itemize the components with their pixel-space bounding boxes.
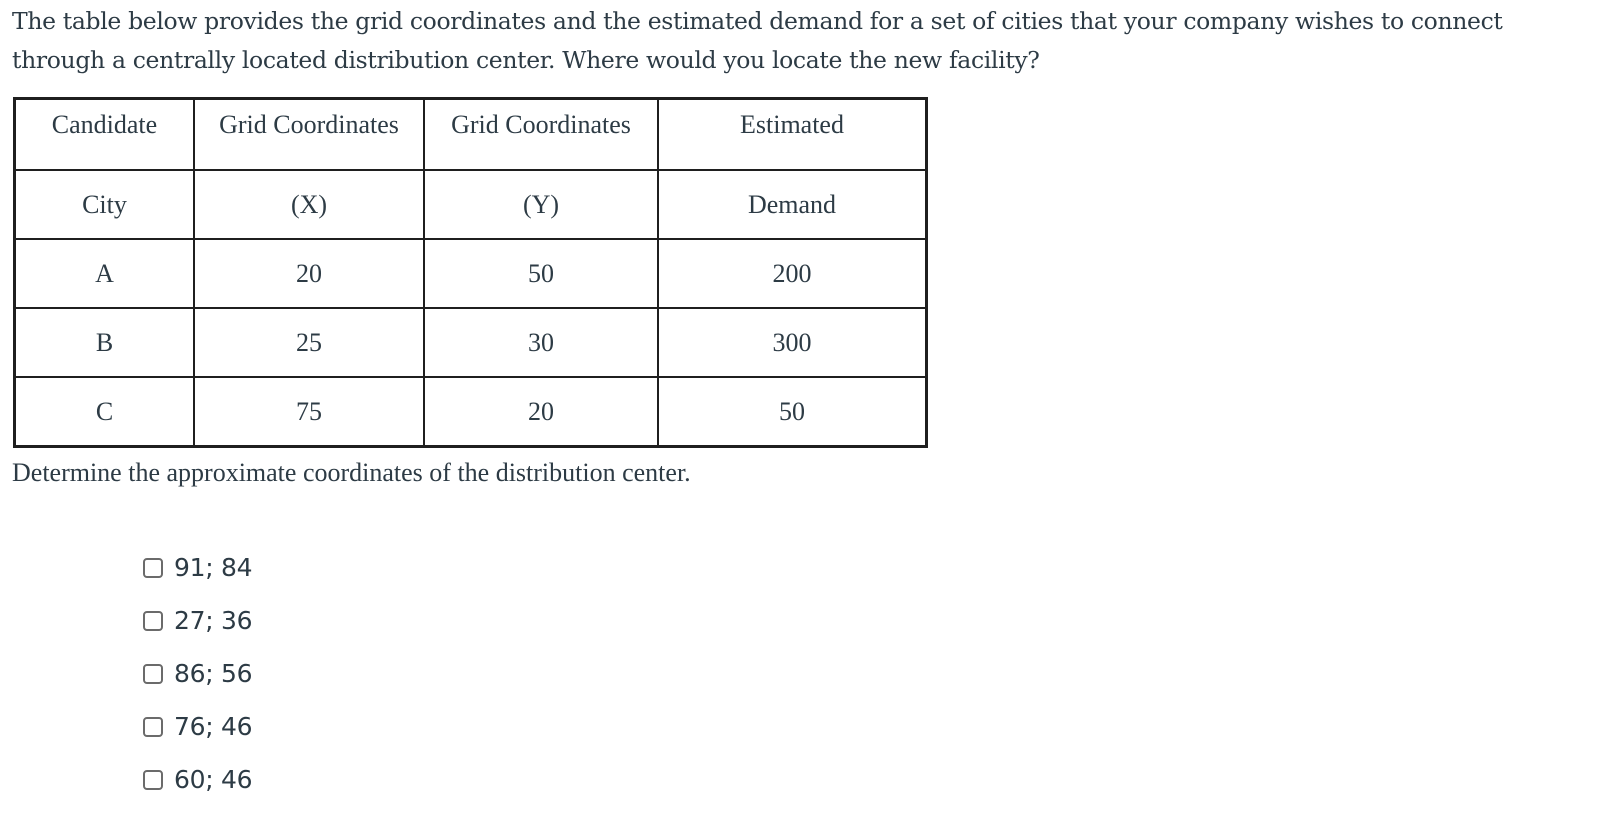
question-text: The table below provides the grid coordinates and the estimated demand for a set of cities that your company wishes to connect through a centrally located distribution center. Where would you locate the new facility? xyxy=(12,7,1503,74)
table-subheader-cell: City xyxy=(15,170,195,239)
table-subheader-cell: Demand xyxy=(658,170,927,239)
table-header-cell: Estimated xyxy=(658,99,927,171)
table-header-cell: Grid Coordinates xyxy=(194,99,424,171)
table-cell: C xyxy=(15,377,195,447)
answer-label[interactable]: 86; 56 xyxy=(174,659,253,688)
table-cell: 50 xyxy=(424,239,658,308)
table-cell: 200 xyxy=(658,239,927,308)
followup-question: Determine the approximate coordinates of the distribution center. xyxy=(12,458,691,487)
answer-option[interactable] xyxy=(143,541,252,594)
answer-option[interactable] xyxy=(143,594,252,647)
table-cell: 300 xyxy=(658,308,927,377)
table-cell: 25 xyxy=(194,308,424,377)
table-cell: A xyxy=(15,239,195,308)
table-header-row xyxy=(15,99,927,171)
answer-option[interactable] xyxy=(143,700,252,753)
table-row xyxy=(15,308,927,377)
table-cell: 20 xyxy=(194,239,424,308)
answer-option[interactable] xyxy=(143,647,252,700)
table-cell: 75 xyxy=(194,377,424,447)
answer-label[interactable]: 76; 46 xyxy=(174,712,253,741)
table-subheader-cell: (X) xyxy=(194,170,424,239)
table-cell: 30 xyxy=(424,308,658,377)
table-row xyxy=(15,239,927,308)
answer-checkbox[interactable] xyxy=(143,770,163,790)
answer-checkbox[interactable] xyxy=(143,611,163,631)
answer-checkbox[interactable] xyxy=(143,717,163,737)
data-table xyxy=(13,97,928,448)
answer-label[interactable]: 91; 84 xyxy=(174,553,253,582)
table-header-cell: Candidate xyxy=(15,99,195,171)
table-header-cell: Grid Coordinates xyxy=(424,99,658,171)
answer-checkbox[interactable] xyxy=(143,664,163,684)
answer-options xyxy=(143,541,252,806)
table-cell: 50 xyxy=(658,377,927,447)
answer-option[interactable] xyxy=(143,753,252,806)
table-cell: B xyxy=(15,308,195,377)
table-cell: 20 xyxy=(424,377,658,447)
table-row xyxy=(15,377,927,447)
answer-label[interactable]: 27; 36 xyxy=(174,606,253,635)
answer-label[interactable]: 60; 46 xyxy=(174,765,253,794)
answer-checkbox[interactable] xyxy=(143,558,163,578)
table-subheader-row xyxy=(15,170,927,239)
table-subheader-cell: (Y) xyxy=(424,170,658,239)
